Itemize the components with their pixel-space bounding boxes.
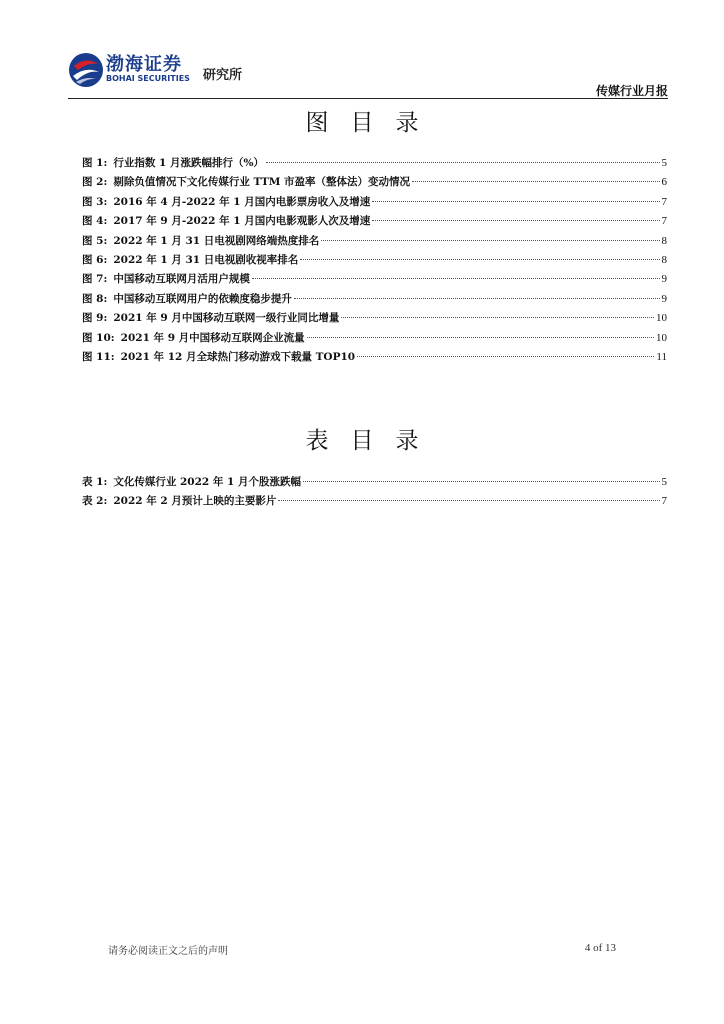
entry-page-number: 9 (661, 292, 667, 305)
entry-page-number: 7 (661, 195, 667, 208)
entry-label: 图 1: (82, 157, 108, 169)
entry-label: 图 10: (82, 331, 115, 344)
entry-label: 图 5: (82, 234, 108, 247)
dot-leader (278, 500, 659, 501)
entry-page-number: 7 (661, 215, 667, 228)
entry-title: 2022 年 2 月预计上映的主要影片 (113, 495, 277, 508)
logo-chinese-name: 渤海证券 (106, 54, 182, 75)
figures_toc-entry[interactable] (82, 155, 667, 174)
dot-leader (357, 356, 654, 357)
entry-label: 图 3: (82, 195, 108, 208)
tables_toc-entry[interactable] (82, 474, 667, 493)
entry-page-number: 10 (656, 331, 667, 344)
entry-page-number: 6 (661, 176, 667, 189)
entry-title: 中国移动互联网月活用户规模 (113, 273, 250, 286)
figures-toc-list (82, 155, 667, 368)
dot-leader (341, 317, 654, 318)
figures_toc-entry[interactable] (82, 233, 667, 252)
entry-title: 2021 年 9 月中国移动互联网企业流量 (120, 331, 305, 344)
entry-label: 图 11: (82, 350, 115, 363)
entry-title: 2022 年 1 月 31 日电视剧收视率排名 (113, 253, 299, 266)
figures-toc-title: 图目录 (305, 110, 441, 136)
figures_toc-entry[interactable] (82, 252, 667, 271)
dot-leader (307, 337, 654, 338)
entry-title: 2016 年 4 月-2022 年 1 月国内电影票房收入及增速 (113, 195, 371, 208)
entry-label: 图 2: (82, 176, 108, 189)
entry-label: 图 7: (82, 273, 108, 286)
entry-title: 2021 年 12 月全球热门移动游戏下载量 TOP10 (120, 350, 356, 363)
entry-page-number: 5 (661, 476, 667, 488)
figures_toc-entry[interactable] (82, 310, 667, 329)
header-divider (68, 98, 668, 99)
entry-label: 表 2: (82, 495, 108, 508)
disclaimer-note: 请务必阅读正文之后的声明 (108, 946, 228, 957)
entry-title: 文化传媒行业 2022 年 1 月个股涨跌幅 (113, 476, 301, 488)
dot-leader (372, 220, 659, 221)
figures_toc-entry[interactable] (82, 291, 667, 310)
dot-leader (321, 240, 659, 241)
tables-toc-list (82, 474, 667, 513)
dot-leader (300, 259, 659, 260)
entry-title: 2017 年 9 月-2022 年 1 月国内电影观影人次及增速 (113, 215, 371, 228)
entry-label: 图 4: (82, 215, 108, 228)
entry-page-number: 10 (656, 312, 667, 325)
figures_toc-entry[interactable] (82, 213, 667, 232)
page-header (68, 48, 668, 100)
entry-page-number: 9 (661, 273, 667, 286)
logo-english-name: BOHAI SECURITIES (106, 74, 190, 83)
figures_toc-entry[interactable] (82, 271, 667, 290)
entry-label: 图 6: (82, 253, 108, 266)
entry-label: 图 9: (82, 312, 108, 325)
entry-label: 表 1: (82, 476, 108, 488)
entry-title: 中国移动互联网用户的依赖度稳步提升 (113, 292, 292, 305)
figures_toc-entry[interactable] (82, 174, 667, 193)
entry-label: 图 8: (82, 292, 108, 305)
entry-title: 行业指数 1 月涨跌幅排行（%） (113, 157, 264, 169)
page-number: 4 of 13 (584, 942, 616, 954)
dot-leader (252, 278, 660, 279)
dot-leader (412, 181, 659, 182)
dot-leader (303, 481, 660, 482)
entry-page-number: 11 (656, 350, 667, 363)
tables-toc-title: 表目录 (305, 428, 441, 454)
dot-leader (266, 162, 660, 163)
dot-leader (372, 201, 659, 202)
dot-leader (294, 298, 660, 299)
entry-page-number: 5 (661, 157, 667, 169)
figures_toc-entry[interactable] (82, 349, 667, 368)
figures_toc-entry[interactable] (82, 194, 667, 213)
report-type: 传媒行业月报 (595, 84, 668, 98)
institute-name: 研究所 (203, 68, 243, 83)
figures_toc-entry[interactable] (82, 330, 667, 349)
entry-page-number: 8 (661, 253, 667, 266)
entry-page-number: 8 (661, 234, 667, 247)
bohai-logo-icon (68, 52, 104, 88)
entry-page-number: 7 (661, 495, 667, 508)
tables_toc-entry[interactable] (82, 493, 667, 512)
entry-title: 2021 年 9 月中国移动互联网一级行业同比增量 (113, 312, 340, 325)
entry-title: 剔除负值情况下文化传媒行业 TTM 市盈率（整体法）变动情况 (113, 176, 411, 189)
entry-title: 2022 年 1 月 31 日电视剧网络端热度排名 (113, 234, 320, 247)
